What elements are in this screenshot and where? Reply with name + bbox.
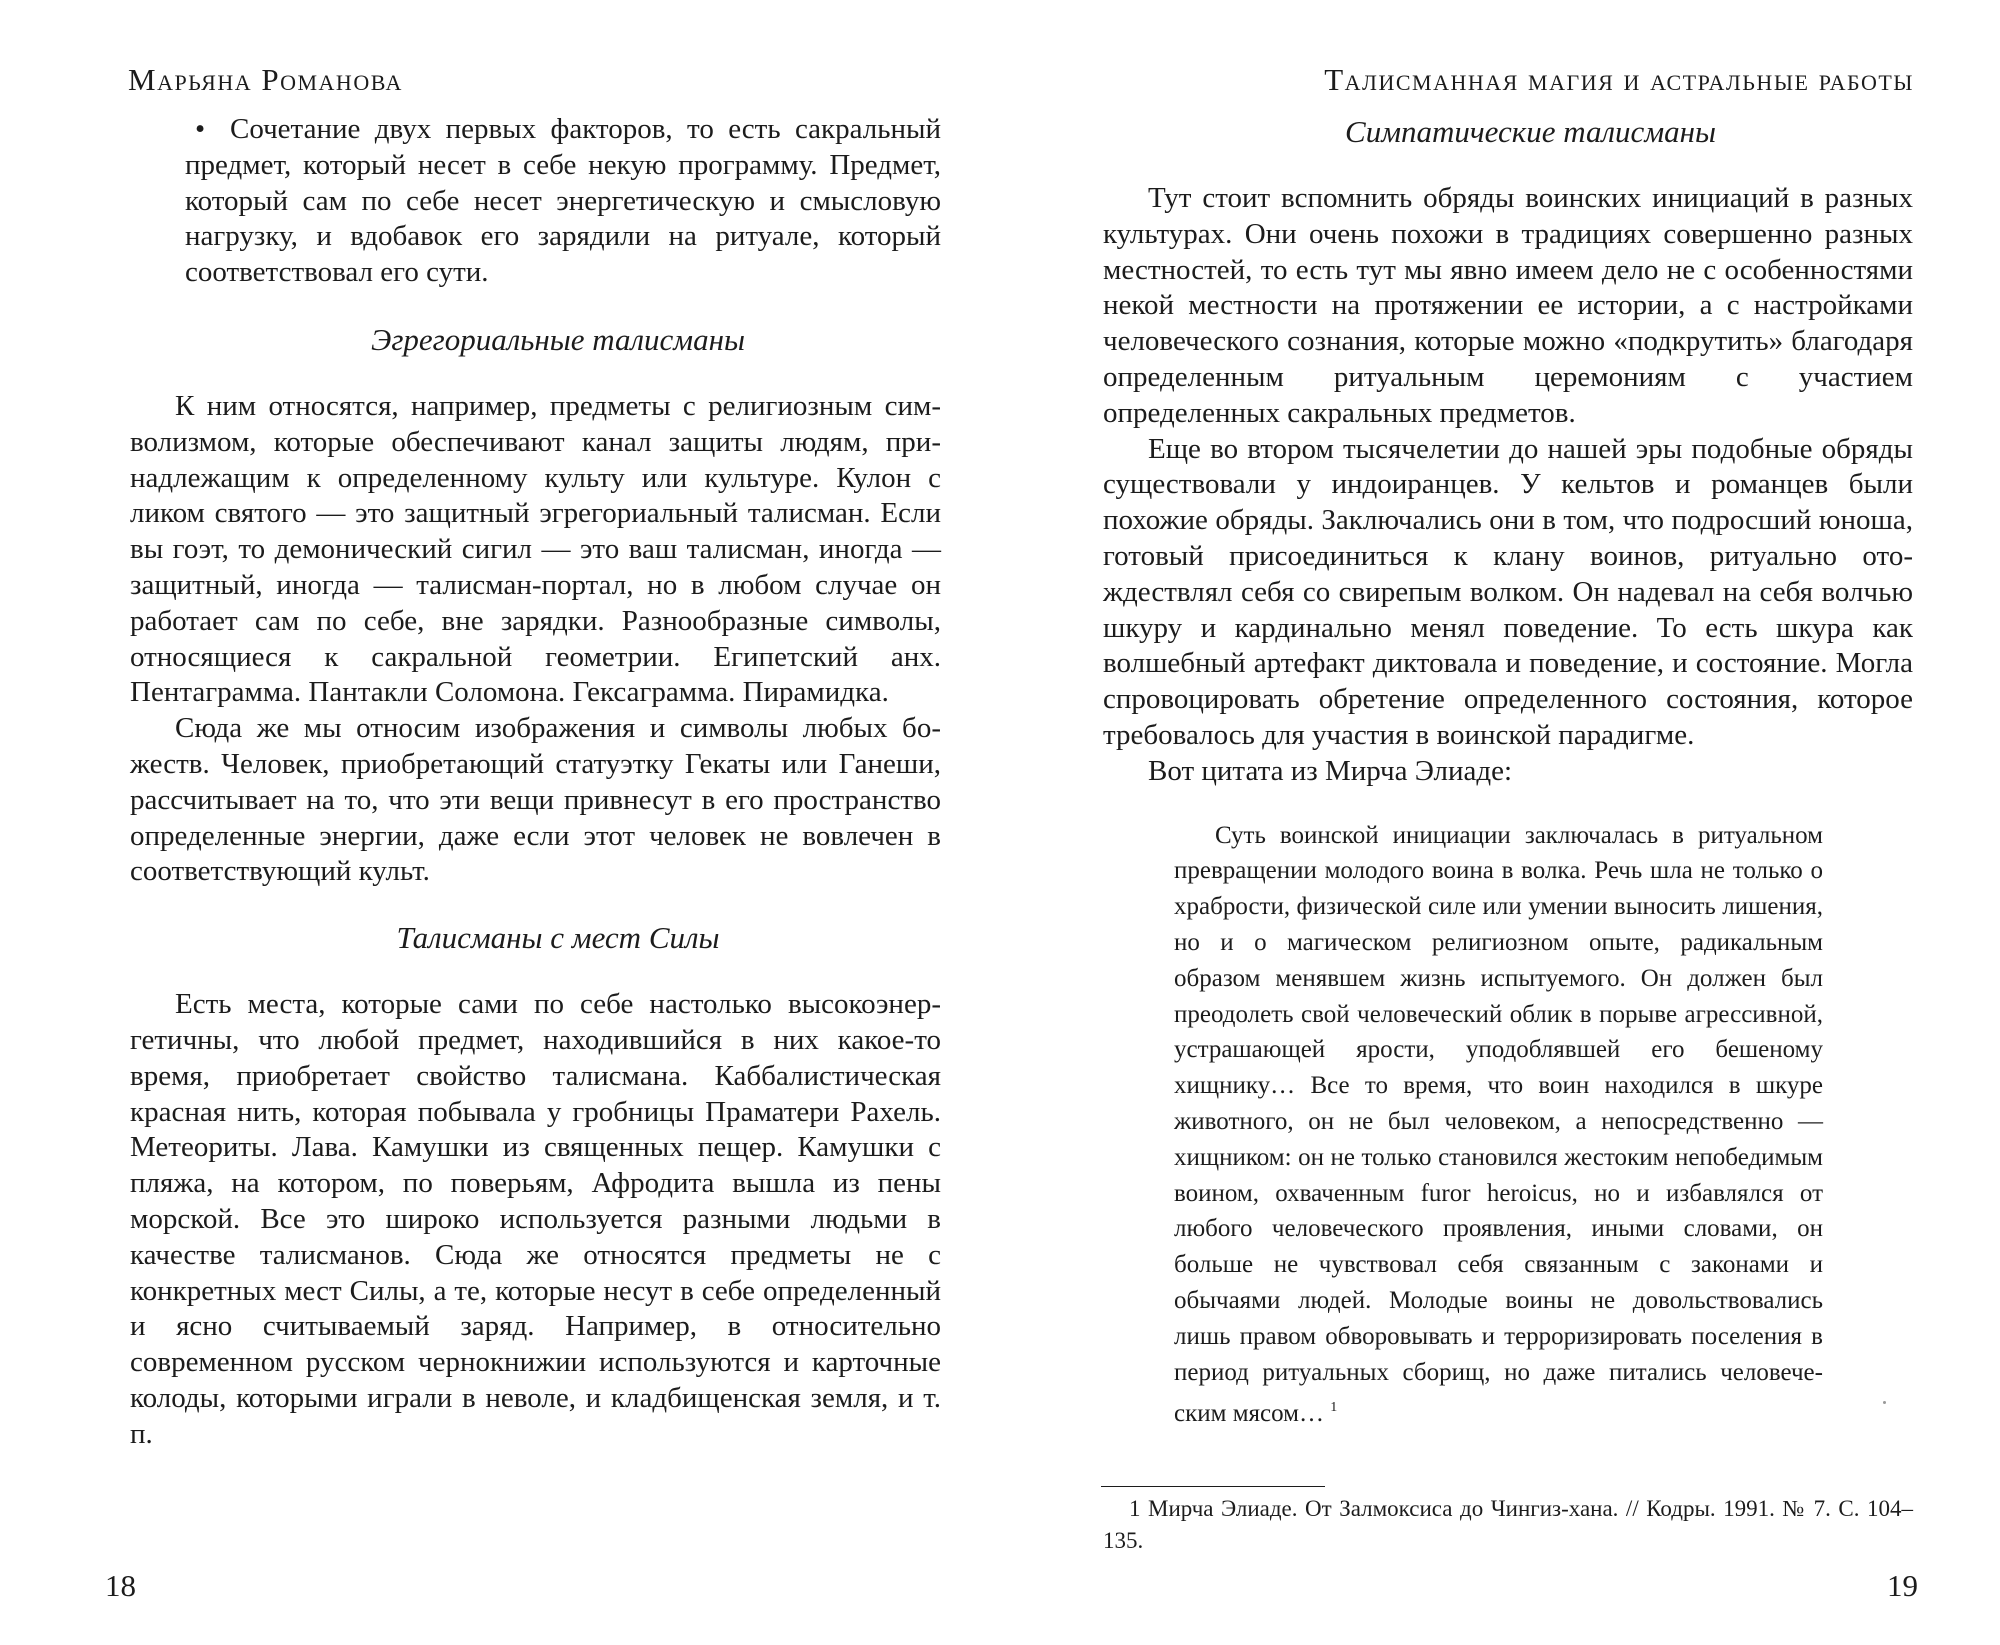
subhead-places-of-power: Талисманы с мест Силы	[396, 920, 720, 956]
page-number: 18	[105, 1568, 136, 1603]
bullet-dot: •	[195, 113, 206, 145]
subhead-egregorial: Эгрегориальные талисманы	[371, 321, 745, 357]
speck	[1883, 1401, 1886, 1404]
right-page	[1000, 0, 2000, 1645]
paragraph: Сюда же мы относим изображения и символы любых божеств. Человек, приобретающий статуэтку Гекаты или Ганеши, рассчитывает на то, что эти вещи привнесут в его пространство определенные энергии, даже если этот человек не вовлечен в соответствующий культ.	[130, 712, 941, 888]
running-head-title: Талисманная магия и астральные работы	[1324, 62, 1914, 97]
footnote	[1103, 1493, 1913, 1557]
block-quote	[1174, 818, 1823, 1433]
paragraph: Вот цитата из Мирча Элиаде:	[1148, 754, 1513, 787]
footnote-rule	[1101, 1486, 1325, 1487]
paragraph: Еще во втором тысячелетии до нашей эры подобные обряды существовали у индоиранцев. У кельтов и романцев были похожие обряды. Заключались они в том, что подросший юноша, готовый присоединиться к клану воинов, ритуально отождествлял себя со свирепым волком. Он надевал на себя волчью шкуру и кардинально менял поведение. То есть шкура как волшебный артефакт диктовала и поведение, и состояние. Могла спровоцировать обретение определенного состояния, которое требовалось для участия в воинской парадигме.	[1103, 432, 1913, 751]
paragraph: Есть места, которые сами по себе настолько высокоэнергетичны, что любой предмет, находившийся в них какое-то время, приобретает свойство талисмана. Каббалистическая красная нить, которая побывала у гробницы Праматери Рахель. Метеориты. Лава. Камушки из священных пещер. Камушки с пляжа, на котором, по поверьям, Афродита вышла из пены морской. Все это широко используется разными людьми в качестве талисманов. Сюда же относятся предметы не с конкретных мест Силы, а те, которые несут в себе определенный и ясно считываемый заряд. Например, в относительно современном русском чернокнижии используются и карточные колоды, которыми играли в неволе, и кладбищенская земля, и т. п.	[130, 988, 941, 1450]
footnote-text: 1 Мирча Элиаде. От Залмоксиса до Чингиз-хана. // Кодры. 1991. № 7. С. 104–135.	[1103, 1496, 1913, 1553]
quote-text: Суть воинской инициации заключалась в ритуальном превращении молодого воина в волка. Речь шла не только о храбрости, физической силе или умении выносить лишения, но и о магическом религиозном опыте, радикальным образом менявшем жизнь испытуемого. Он должен был преодолеть свой человеческий облик в порыве агрессивной, устрашающей ярости, уподоблявшей его бешеному хищнику… Все то время, что воин находился в шкуре животного, он не был человеком, а непосредственно — хищником: он не только становился жестоким непобедимым воином, охваченным furor heroicus, но и избавлялся от любого человеческого проявления, иными словами, он больше не чувствовал себя связанным с законами и обычаями людей. Молодые воины не довольствовались лишь правом обворовывать и терроризировать поселения в период ритуальных сборищ, но даже питались человеческим мясом…	[1174, 821, 1823, 1428]
right-page-text	[1103, 112, 1913, 1432]
paragraph: Тут стоит вспомнить обряды воинских инициаций в разных культурах. Они очень похожи в традициях совершенно разных местностей, то есть тут мы явно имеем дело не с особенностями некой местности на протяжении ее истории, а с настройками человеческого сознания, которые можно «подкрутить» благодаря определенным ритуальным церемониям с участием определенных сакральных предметов.	[1103, 182, 1913, 429]
bullet-item	[130, 112, 941, 291]
running-head-author: Марьяна Романова	[128, 62, 403, 97]
bullet-text: Сочетание двух первых факторов, то есть сакральный предмет, который несет в себе некую программу. Предмет, который сам по себе несет энергетическую и смысловую нагрузку, и вдобавок его зарядили на ритуале, который соответствовал его сути.	[185, 113, 941, 289]
left-page-text	[130, 112, 941, 1453]
page-number: 19	[1887, 1568, 1918, 1603]
paragraph: К ним относятся, например, предметы с религиозным символизмом, которые обеспечивают канал защиты людям, принадлежащим к определенному культу или культуре. Кулон с ликом святого — это защитный эгрегориальный талисман. Если вы гоэт, то демонический сигил — это ваш талисман, иногда — защитный, иногда — талисман-портал, но в любом случае он работает сам по себе, вне зарядки. Разнообразные символы, относящиеся к сакральной геометрии. Египетский анх. Пентаграмма. Пантакли Соломона. Гексаграмма. Пирамидка.	[130, 389, 941, 709]
footnote-reference: 1	[1330, 1400, 1338, 1416]
subhead-sympathetic: Симпатические талисманы	[1345, 114, 1716, 149]
